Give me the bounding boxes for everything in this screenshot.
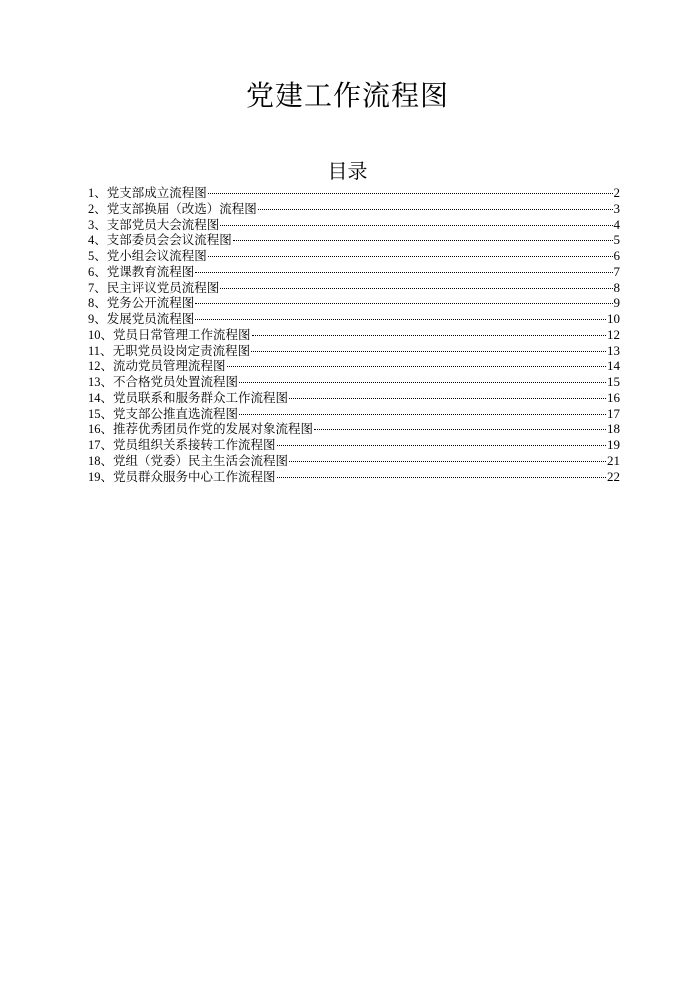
toc-entry[interactable] — [88, 232, 620, 248]
toc-entry-label — [88, 390, 288, 407]
toc-entry[interactable] — [88, 327, 620, 343]
toc-dot-leader — [277, 477, 606, 478]
toc-entry-number: 15 — [88, 406, 101, 421]
toc-entry-label — [88, 469, 276, 486]
toc-entry[interactable] — [88, 248, 620, 264]
toc-entry-label — [88, 453, 288, 470]
toc-dot-leader — [195, 272, 612, 273]
toc-entry-label — [88, 295, 194, 312]
toc-entry-label — [88, 311, 194, 328]
toc-entry-label — [88, 437, 276, 454]
toc-entry-label — [88, 374, 238, 391]
toc-entry-title: 党员联系和服务群众工作流程图 — [113, 389, 289, 405]
toc-page-number: 8 — [613, 279, 620, 295]
toc-dot-leader — [195, 319, 606, 320]
toc-page-number: 17 — [607, 405, 620, 421]
toc-page-number: 2 — [613, 185, 620, 200]
toc-entry-separator: 、 — [100, 358, 114, 374]
toc-entry-label — [88, 264, 194, 281]
toc-entry[interactable] — [88, 280, 620, 296]
toc-entry-label — [88, 343, 250, 360]
toc-dot-leader — [314, 429, 606, 430]
toc-dot-leader — [227, 366, 606, 367]
toc-entry-separator: 、 — [94, 263, 107, 279]
toc-entry-title: 党务公开流程图 — [106, 295, 195, 311]
toc-entry-title: 不合格党员处置流程图 — [113, 374, 239, 389]
toc-dot-leader — [220, 225, 612, 226]
toc-page-number: 22 — [607, 468, 620, 484]
toc-dot-leader — [208, 256, 613, 257]
toc-dot-leader — [220, 288, 612, 289]
toc-entry[interactable] — [88, 453, 620, 469]
toc-page-number: 4 — [613, 216, 620, 232]
toc-entry-title: 党支部换届（改选）流程图 — [106, 200, 257, 216]
toc-dot-leader — [251, 351, 606, 352]
toc-page-number: 14 — [607, 358, 620, 374]
toc-entry-number: 9 — [88, 312, 95, 326]
toc-entry[interactable] — [88, 406, 620, 422]
toc-entry[interactable] — [88, 374, 620, 390]
toc-entry[interactable] — [88, 185, 620, 201]
toc-page-number: 12 — [607, 326, 620, 342]
toc-entry-number: 10 — [88, 327, 101, 342]
toc-dot-leader — [239, 382, 606, 383]
toc-entry-title: 支部委员会会议流程图 — [106, 232, 232, 248]
toc-entry-separator: 、 — [100, 326, 114, 342]
toc-entry-number: 2 — [88, 201, 95, 216]
toc-page-number: 16 — [607, 389, 620, 405]
toc-entry-label — [88, 201, 257, 218]
toc-entry-separator: 、 — [94, 185, 107, 200]
toc-entry[interactable] — [88, 295, 620, 311]
toc-entry-separator: 、 — [100, 374, 114, 389]
toc-entry-label — [88, 358, 226, 375]
toc-entry[interactable] — [88, 437, 620, 453]
toc-entry-separator: 、 — [100, 452, 114, 468]
toc-dot-leader — [277, 445, 606, 446]
toc-entry-title: 党课教育流程图 — [106, 263, 195, 279]
toc-entry-label — [88, 248, 207, 265]
toc-entry-title: 党支部公推直选流程图 — [113, 405, 239, 421]
toc-entry-title: 党支部成立流程图 — [106, 185, 207, 200]
toc-entry-label — [88, 406, 238, 423]
toc-entry-number: 11 — [88, 343, 101, 358]
toc-entry-label — [88, 421, 313, 438]
toc-entry-separator: 、 — [94, 248, 107, 263]
toc-entry-label — [88, 232, 232, 249]
toc-entry-number: 18 — [88, 453, 101, 468]
toc-dot-leader — [258, 209, 613, 210]
toc-entry-title: 党组（党委）民主生活会流程图 — [113, 452, 289, 468]
toc-entry-number: 6 — [88, 264, 95, 279]
toc-entry-number: 8 — [88, 296, 95, 311]
toc-dot-leader — [239, 414, 606, 415]
toc-entry-title: 支部党员大会流程图 — [106, 216, 220, 232]
toc-entry-number: 17 — [88, 438, 101, 452]
toc-page-number: 21 — [607, 452, 620, 468]
toc-dot-leader — [195, 303, 612, 304]
toc-page-number: 18 — [607, 421, 620, 437]
toc-entry-number: 16 — [88, 422, 101, 437]
toc-entry[interactable] — [88, 264, 620, 280]
toc-entry[interactable] — [88, 343, 620, 359]
toc-heading: 目录 — [327, 159, 368, 183]
toc-entry-number: 12 — [88, 359, 101, 374]
toc-entry-separator: 、 — [94, 279, 107, 295]
toc-page-number: 7 — [613, 263, 620, 279]
toc-entry[interactable] — [88, 311, 620, 327]
toc-entry-title: 党员组织关系接转工作流程图 — [113, 437, 276, 452]
toc-page-number: 5 — [613, 232, 620, 248]
toc-entry-separator: 、 — [94, 200, 107, 216]
toc-entry-label — [88, 217, 219, 234]
toc-dot-leader — [208, 193, 613, 194]
toc-dot-leader — [289, 461, 606, 462]
toc-dot-leader — [289, 398, 606, 399]
toc-entry-separator: 、 — [100, 437, 114, 452]
toc-entry-separator: 、 — [94, 311, 107, 326]
toc-entry[interactable] — [88, 358, 620, 374]
toc-entry-title: 推荐优秀团员作党的发展对象流程图 — [113, 421, 314, 437]
toc-page-number: 3 — [613, 200, 620, 216]
toc-entry-number: 19 — [88, 469, 101, 484]
toc-page-number: 10 — [607, 311, 620, 326]
toc-entry-title: 党小组会议流程图 — [106, 248, 207, 263]
toc-page-number: 6 — [613, 248, 620, 263]
toc-entry[interactable] — [88, 201, 620, 217]
toc-entry[interactable] — [88, 217, 620, 233]
toc-entry[interactable] — [88, 469, 620, 485]
toc-page-number: 15 — [607, 374, 620, 389]
toc-entry-label — [88, 185, 207, 202]
toc-entry-separator: 、 — [94, 232, 107, 248]
toc-entry-separator: 、 — [100, 389, 114, 405]
toc-entry-label — [88, 280, 219, 297]
toc-entry-title: 党员日常管理工作流程图 — [113, 326, 251, 342]
toc-entry-separator: 、 — [94, 295, 107, 311]
toc-entry-number: 7 — [88, 280, 95, 295]
toc-entry-separator: 、 — [100, 468, 114, 484]
toc-entry-title: 党员群众服务中心工作流程图 — [113, 468, 276, 484]
toc-entry-number: 13 — [88, 375, 101, 389]
toc-entry-title: 发展党员流程图 — [106, 311, 195, 326]
toc-entry-number: 3 — [88, 217, 95, 232]
toc-entry-title: 流动党员管理流程图 — [113, 358, 226, 374]
toc-entry-title: 民主评议党员流程图 — [106, 279, 220, 295]
toc-entry-separator: 、 — [94, 216, 107, 232]
table-of-contents — [88, 185, 620, 484]
toc-dot-leader — [252, 335, 606, 336]
toc-entry-number: 4 — [88, 233, 95, 248]
document-title: 党建工作流程图 — [245, 79, 449, 112]
toc-entry[interactable] — [88, 390, 620, 406]
toc-entry-number: 14 — [88, 390, 101, 405]
toc-page-number: 13 — [607, 342, 620, 358]
toc-entry-title: 无职党员设岗定责流程图 — [112, 342, 251, 358]
toc-entry-separator: 、 — [100, 405, 114, 421]
toc-page-number: 9 — [613, 295, 620, 311]
toc-entry-separator: 、 — [100, 421, 114, 437]
toc-entry-label — [88, 327, 251, 344]
toc-entry-number: 5 — [88, 249, 95, 263]
toc-entry-number: 1 — [88, 186, 95, 200]
toc-entry-separator: 、 — [100, 342, 113, 358]
toc-entry[interactable] — [88, 421, 620, 437]
toc-page-number: 19 — [607, 437, 620, 452]
toc-dot-leader — [233, 240, 613, 241]
